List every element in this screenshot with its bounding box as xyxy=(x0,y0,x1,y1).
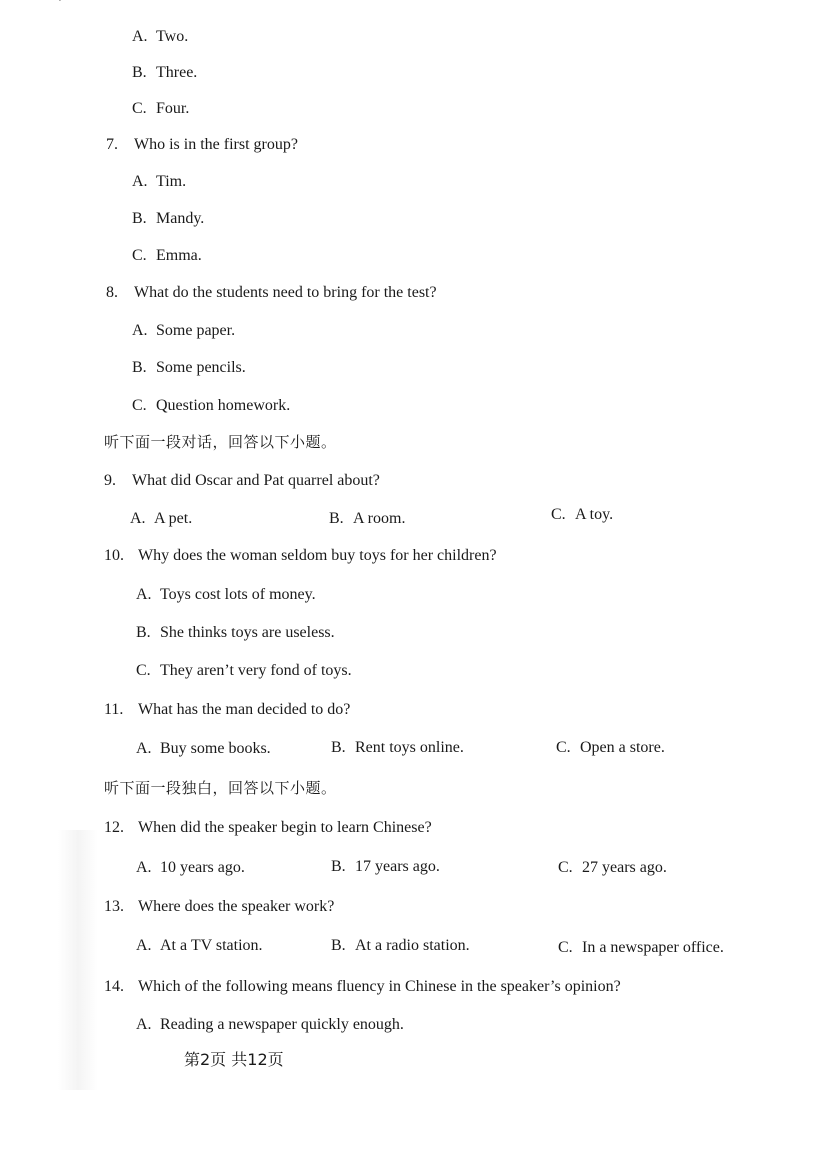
q7-option-c xyxy=(132,246,202,266)
question-text: Where does the speaker work? xyxy=(138,898,335,915)
option-text: Buy some books. xyxy=(160,740,271,757)
q9-option-b xyxy=(329,509,405,529)
option-letter: B. xyxy=(331,739,346,756)
question-text: When did the speaker begin to learn Chinese? xyxy=(138,819,432,836)
option-letter: B. xyxy=(132,359,147,376)
q12-question xyxy=(104,818,432,838)
option-text: Emma. xyxy=(156,247,202,264)
option-letter: A. xyxy=(136,937,152,954)
q13-option-c xyxy=(558,938,724,958)
option-text: Two. xyxy=(156,28,189,45)
q14-question xyxy=(104,977,621,997)
question-text: What do the students need to bring for the test? xyxy=(134,284,437,301)
page-footer: 第2页 共12页 xyxy=(184,1050,284,1069)
question-number: 11. xyxy=(104,701,124,718)
scan-shadow xyxy=(58,830,98,1090)
q12-option-c xyxy=(558,858,667,878)
question-number: 7. xyxy=(106,136,118,153)
option-text: Toys cost lots of money. xyxy=(160,586,316,603)
question-text: Who is in the first group? xyxy=(134,136,298,153)
q6-option-b xyxy=(132,63,197,83)
q11-question xyxy=(104,700,350,720)
question-text: Which of the following means fluency in Chinese in the speaker’s opinion? xyxy=(138,978,621,995)
option-letter: A. xyxy=(136,740,152,757)
option-text: A pet. xyxy=(154,510,193,527)
q12-option-a xyxy=(136,858,245,878)
question-number: 13. xyxy=(104,898,124,915)
q13-question xyxy=(104,897,334,917)
option-letter: A. xyxy=(136,586,152,603)
q10-option-a xyxy=(136,585,316,605)
corner-mark: ˋ xyxy=(58,0,62,10)
option-letter: C. xyxy=(132,397,147,414)
option-letter: A. xyxy=(132,322,148,339)
q9-question xyxy=(104,471,380,491)
q10-option-b xyxy=(136,623,335,643)
option-letter: C. xyxy=(132,247,147,264)
option-text: Three. xyxy=(156,64,198,81)
question-number: 12. xyxy=(104,819,124,836)
option-letter: A. xyxy=(136,1016,152,1033)
option-text: Some pencils. xyxy=(156,359,246,376)
option-text: A room. xyxy=(353,510,406,527)
option-text: Reading a newspaper quickly enough. xyxy=(160,1016,404,1033)
option-letter: C. xyxy=(556,739,571,756)
q11-option-b xyxy=(331,738,464,758)
question-number: 10. xyxy=(104,547,124,564)
option-text: Some paper. xyxy=(156,322,236,339)
option-text: In a newspaper office. xyxy=(582,939,724,956)
option-letter: C. xyxy=(136,662,151,679)
option-text: Mandy. xyxy=(156,210,205,227)
option-letter: B. xyxy=(136,624,151,641)
option-letter: A. xyxy=(132,28,148,45)
option-text: At a radio station. xyxy=(355,937,470,954)
q9-option-c xyxy=(551,505,613,525)
option-letter: A. xyxy=(136,859,152,876)
question-number: 8. xyxy=(106,284,118,301)
option-text: At a TV station. xyxy=(160,937,263,954)
q11-option-a xyxy=(136,739,271,759)
q7-option-a xyxy=(132,172,186,192)
option-letter: A. xyxy=(132,173,148,190)
option-letter: B. xyxy=(132,210,147,227)
option-letter: C. xyxy=(558,859,573,876)
option-text: She thinks toys are useless. xyxy=(160,624,335,641)
q6-option-c xyxy=(132,99,189,119)
question-text: What has the man decided to do? xyxy=(138,701,351,718)
q7-option-b xyxy=(132,209,204,229)
option-text: Open a store. xyxy=(580,739,665,756)
option-text: A toy. xyxy=(575,506,614,523)
option-letter: B. xyxy=(132,64,147,81)
option-letter: B. xyxy=(329,510,344,527)
option-letter: C. xyxy=(558,939,573,956)
option-text: Question homework. xyxy=(156,397,291,414)
q8-option-b xyxy=(132,358,246,378)
option-text: 17 years ago. xyxy=(355,858,440,875)
option-text: Four. xyxy=(156,100,190,117)
q10-question xyxy=(104,546,497,566)
q12-option-b xyxy=(331,857,440,877)
q14-option-a xyxy=(136,1015,404,1035)
q13-option-b xyxy=(331,936,470,956)
option-letter: C. xyxy=(132,100,147,117)
q11-option-c xyxy=(556,738,665,758)
q13-option-a xyxy=(136,936,263,956)
option-letter: B. xyxy=(331,937,346,954)
question-text: Why does the woman seldom buy toys for her children? xyxy=(138,547,497,564)
option-text: 10 years ago. xyxy=(160,859,245,876)
section-instruction-dialogue: 听下面一段对话，回答以下小题。 xyxy=(104,433,337,451)
q9-option-a xyxy=(130,509,192,529)
q8-option-c xyxy=(132,396,290,416)
option-text: Tim. xyxy=(156,173,187,190)
option-letter: C. xyxy=(551,506,566,523)
option-text: 27 years ago. xyxy=(582,859,667,876)
question-number: 9. xyxy=(104,472,116,489)
option-letter: A. xyxy=(130,510,146,527)
option-text: Rent toys online. xyxy=(355,739,464,756)
question-number: 14. xyxy=(104,978,124,995)
q6-option-a xyxy=(132,27,188,47)
option-letter: B. xyxy=(331,858,346,875)
section-instruction-monologue: 听下面一段独白，回答以下小题。 xyxy=(104,779,337,797)
option-text: They aren’t very fond of toys. xyxy=(160,662,352,679)
q8-question xyxy=(106,283,437,303)
q7-question xyxy=(106,135,298,155)
q8-option-a xyxy=(132,321,235,341)
q10-option-c xyxy=(136,661,352,681)
question-text: What did Oscar and Pat quarrel about? xyxy=(132,472,380,489)
